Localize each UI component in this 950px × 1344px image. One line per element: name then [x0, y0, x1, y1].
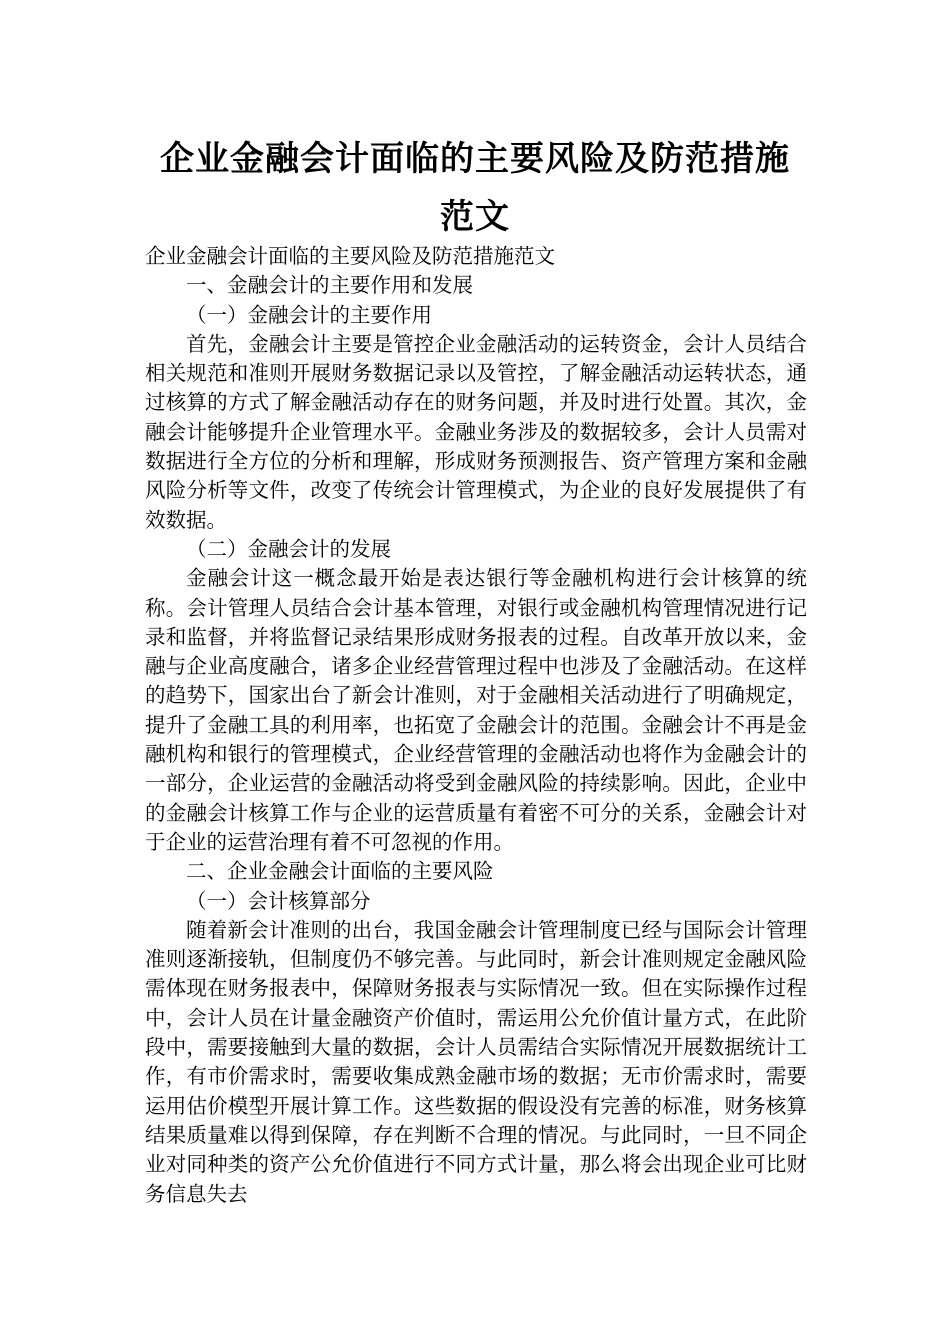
paragraph-development-of-financial-accounting: 金融会计这一概念最开始是表达银行等金融机构进行会计核算的统称。会计管理人员结合会计基本管理，对银行或金融机构管理情况进行记录和监督，并将监督记录结果形成财务报表的过程。自改革开放以来，金融与企业高度融合，诸多企业经营管理过程中也涉及了金融活动。在这样的趋势下，国家出台了新会计准则，对于金融相关活动进行了明确规定，提升了金融工具的利用率，也拓宽了金融会计的范围。金融会计不再是金融机构和银行的管理模式，企业经营管理的金融活动也将作为金融会计的一部分，企业运营的金融活动将受到金融风险的持续影响。因此，企业中的金融会计核算工作与企业的运营质量有着密不可分的关系，金融会计对于企业的运营治理有着不可忽视的作用。	[145, 566, 807, 854]
subsection-heading-2-1: （一）会计核算部分	[186, 888, 371, 913]
subsection-heading-1-2: （二）金融会计的发展	[186, 536, 391, 561]
section-heading-1: 一、金融会计的主要作用和发展	[186, 273, 473, 298]
paragraph-accounting-calculation: 随着新会计准则的出台，我国金融会计管理制度已经与国际会计管理准则逐渐接轨，但制度仍不够完善。与此同时，新会计准则规定金融风险需体现在财务报表中，保障财务报表与实际情况一致。但在实际操作过程中，会计人员在计量金融资产价值时，需运用公允价值计量方式，在此阶段中，需要接触到大量的数据，会计人员需结合实际情况开展数据统计工作，有市价需求时，需要收集成熟金融市场的数据；无市价需求时，需要运用估价模型开展计算工作。这些数据的假设没有完善的标准，财务核算结果质量难以得到保障，存在判断不合理的情况。与此同时，一旦不同企业对同种类的资产公允价值进行不同方式计量，那么将会出现企业可比财务信息失去	[145, 917, 807, 1206]
subsection-heading-1-1: （一）金融会计的主要作用	[186, 302, 432, 327]
section-heading-2: 二、企业金融会计面临的主要风险	[186, 859, 494, 884]
document-body	[145, 242, 807, 1209]
document-title: 企业金融会计面临的主要风险及防范措施范文	[160, 139, 790, 237]
paragraph-role-of-financial-accounting: 首先，金融会计主要是管控企业金融活动的运转资金，会计人员结合相关规范和准则开展财务数据记录以及管控，了解金融活动运转状态，通过核算的方式了解金融活动存在的财务问题，并及时进行处置。其次，金融会计能够提升企业管理水平。金融业务涉及的数据较多，会计人员需对数据进行全方位的分析和理解，形成财务预测报告、资产管理方案和金融风险分析等文件，改变了传统会计管理模式，为企业的良好发展提供了有效数据。	[145, 331, 807, 532]
subtitle-line: 企业金融会计面临的主要风险及防范措施范文	[145, 244, 555, 268]
